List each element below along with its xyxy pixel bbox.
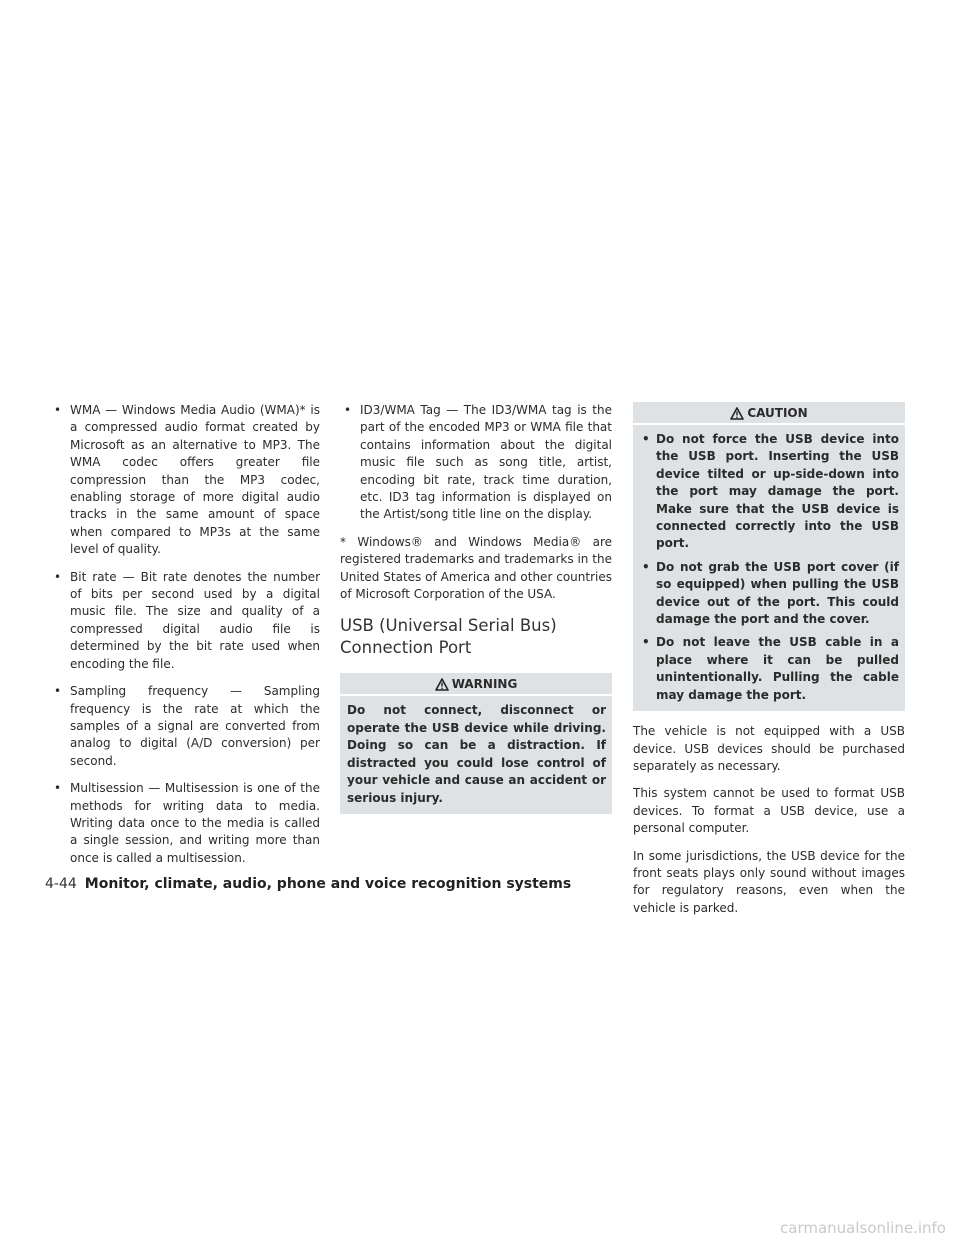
list-item: • Bit rate — Bit rate denotes the number of bits per second used by a digital music file. The size and quality of a compressed digital audio file is determined by the bit rate used when encoding the file.	[54, 569, 320, 671]
list-item: • WMA — Windows Media Audio (WMA)* is a compressed audio format created by Microsoft as an alternative to MP3. The WMA codec offers greater file compression than the MP3 codec, enabling storage of more digital audio tracks in the same amount of space when compared to MP3s at the same level of quality.	[54, 403, 320, 557]
definition-list	[50, 402, 320, 867]
trademark-note: * Windows® and Windows Media® are registered trademarks and trademarks in the United States of America and other countries of Microsoft Corporation of the USA.	[340, 534, 612, 602]
caution-box	[633, 402, 905, 711]
paragraph: This system cannot be used to format USB devices. To format a USB device, use a personal computer.	[633, 786, 905, 836]
section-title	[340, 615, 612, 659]
caution-item: • Do not leave the USB cable in a place where it can be pulled unintentionally. Pulling the cable may damage the port.	[642, 635, 899, 702]
list-item-text: Bit rate — Bit rate denotes the number of bits per second used by a digital music file. The size and quality of a compressed digital audio file is determined by the bit rate used when encoding the file.	[70, 569, 320, 671]
page-footer	[45, 876, 571, 892]
list-item: • Multisession — Multisession is one of the methods for writing data to media. Writing data once to the media is called a single session, and writing more than once is called a multisession.	[54, 781, 320, 865]
page-number: 4-44	[45, 876, 77, 892]
chapter-title: Monitor, climate, audio, phone and voice recognition systems	[84, 876, 572, 892]
caution-item-text: Do not force the USB device into the USB port. Inserting the USB device tilted or up-side-down into the port may damage the port. Make sure that the USB device is connected correctly into the USB port.	[656, 432, 899, 551]
list-item-text: Sampling frequency — Sampling frequency is the rate at which the samples of a signal are converted from analog to digital (A/D conversion) per second.	[70, 684, 320, 768]
column-1	[50, 402, 320, 877]
warning-text: Do not connect, disconnect or operate the USB device while driving. Doing so can be a distraction. If distracted you could lose control of your vehicle and cause an accident or serious injury.	[347, 703, 606, 805]
list-item: • ID3/WMA Tag — The ID3/WMA tag is the part of the encoded MP3 or WMA file that contains information about the digital music file such as song title, artist, encoding bit rate, track time duration, etc. ID3 tag information is displayed on the Artist/song title line on the display.	[344, 403, 612, 522]
column-2	[340, 402, 612, 826]
paragraph: In some jurisdictions, the USB device for the front seats plays only sound without images for regulatory reasons, even when the vehicle is parked.	[633, 848, 905, 915]
warning-box	[340, 673, 612, 813]
section-title-line-1: USB (Universal Serial Bus)	[340, 616, 557, 636]
caution-item-text: Do not grab the USB port cover (if so equipped) when pulling the USB device out of the port. This could damage the port and the cover.	[656, 559, 899, 627]
caution-header	[633, 402, 905, 425]
watermark: carmanualsonline.info	[780, 1219, 946, 1237]
warning-header	[340, 673, 612, 696]
section-title-line-2: Connection Port	[340, 638, 472, 658]
list-item: • Sampling frequency — Sampling frequency is the rate at which the samples of a signal are converted from analog to digital (A/D conversion) per second.	[54, 684, 320, 768]
list-item-text: WMA — Windows Media Audio (WMA)* is a compressed audio format created by Microsoft as an alternative to MP3. The WMA codec offers greater file compression than the MP3 codec, enabling storage of more digital audio tracks in the same amount of space when compared to MP3s at the same level of quality.	[70, 403, 320, 557]
caution-item: • Do not force the USB device into the USB port. Inserting the USB device tilted or up-side-down into the port may damage the port. Make sure that the USB device is connected correctly into the USB port.	[642, 432, 899, 551]
caution-list	[640, 431, 899, 704]
column-3	[633, 402, 905, 927]
warning-label: WARNING	[451, 677, 518, 692]
caution-body	[633, 425, 905, 711]
definition-list	[340, 402, 612, 524]
warning-icon	[435, 678, 449, 691]
list-item-text: ID3/WMA Tag — The ID3/WMA tag is the part of the encoded MP3 or WMA file that contains information about the digital music file such as song title, artist, encoding bit rate, track time duration, etc. ID3 tag information is displayed on the Artist/song title line on the display.	[360, 403, 612, 522]
caution-item: • Do not grab the USB port cover (if so equipped) when pulling the USB device out of the port. This could damage the port and the cover.	[642, 559, 899, 627]
list-item-text: Multisession — Multisession is one of the methods for writing data to media. Writing data once to the media is called a single session, and writing more than once is called a multisession.	[70, 781, 320, 865]
caution-label: CAUTION	[747, 406, 808, 420]
caution-icon	[730, 407, 744, 420]
caution-item-text: Do not leave the USB cable in a place where it can be pulled unintentionally. Pulling the cable may damage the port.	[656, 635, 899, 702]
paragraph: The vehicle is not equipped with a USB device. USB devices should be purchased separately as necessary.	[633, 724, 905, 773]
